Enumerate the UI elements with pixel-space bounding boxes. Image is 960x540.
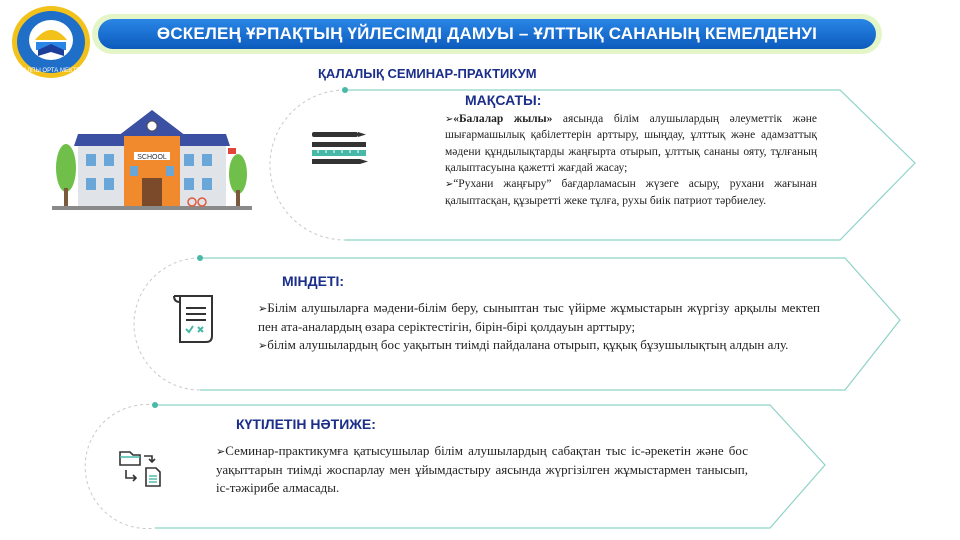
task-item — [258, 299, 820, 336]
task-heading: МІНДЕТІ: — [282, 273, 345, 289]
goal-heading: МАҚСАТЫ: — [465, 92, 542, 108]
goal-item — [445, 176, 817, 209]
folder-file-transfer-icon — [118, 448, 164, 488]
bullet-arrow-icon: ➢ — [216, 446, 226, 458]
page-title: ӨСКЕЛЕҢ ҰРПАҚТЫҢ ҮЙЛЕСІМДІ ДАМУЫ – ҰЛТТЫҚ САНАНЫҢ КЕМЕЛДЕНУІ — [98, 19, 876, 49]
result-heading: КҮТІЛЕТІН НӘТИЖЕ: — [236, 416, 376, 432]
result-item-text: Семинар-практикумға қатысушылар білім алушылардың сабақтан тыс іс-әрекетін және бос уақыттарын тиімді жоспарлау мен ұйымдастыру аясында жүргізілген жұмыстармен танысып, іс-тәжірибе алмасады. — [216, 443, 748, 496]
goal-item — [445, 111, 817, 176]
school-sign-text: SCHOOL — [137, 154, 167, 161]
stationery-icon — [308, 128, 370, 168]
logo-caption: ЖАЛПЫ ОРТА МЕКТЕП — [17, 68, 85, 74]
task-item — [258, 336, 820, 355]
seminar-subtitle: ҚАЛАЛЫҚ СЕМИНАР-ПРАКТИКУМ — [318, 66, 537, 81]
goal-item-text: “Рухани жаңғыру” бағдарламасын жүзеге асыру, рухани жағынан қалыптасқан, құзыретті жеке тұлға, рухы биік патриот тәрбиелеу. — [445, 178, 817, 207]
goal-item-text: аясында білім алушылардың әлеуметтік және шығармашылық қабілеттерін арттыру, шыңдау, ұлттық және адамзаттық мәдени құндылықтарды жаңғырта отырып, ұлттық сананы ояту, тұлғаның қалыптасуына қажетті жағдай жасау; — [445, 113, 817, 174]
task-item-text: білім алушылардың бос уақытын тиімді пайдалана отырып, құқық бұзушылықтың алдын алу. — [267, 337, 789, 353]
bullet-arrow-icon: ➢ — [445, 179, 454, 191]
goal-text — [445, 111, 817, 209]
bullet-arrow-icon: ➢ — [258, 340, 268, 353]
task-item-text: Білім алушыларға мәдени-білім беру, сыныптан тыс үйірме жұмыстарын жүргізу арқылы мектеп пен ата-аналардың өзара серіктестігін, бірін-бірі қолдауын арттыру; — [258, 300, 820, 334]
school-building-icon — [52, 108, 252, 212]
goal-item-bold: «Балалар жылы» — [453, 113, 553, 125]
bullet-arrow-icon: ➢ — [258, 303, 268, 315]
document-checklist-icon — [172, 292, 218, 344]
result-text — [216, 442, 748, 498]
task-text — [258, 299, 820, 355]
result-item — [216, 442, 748, 498]
bullet-arrow-icon: ➢ — [445, 114, 454, 125]
